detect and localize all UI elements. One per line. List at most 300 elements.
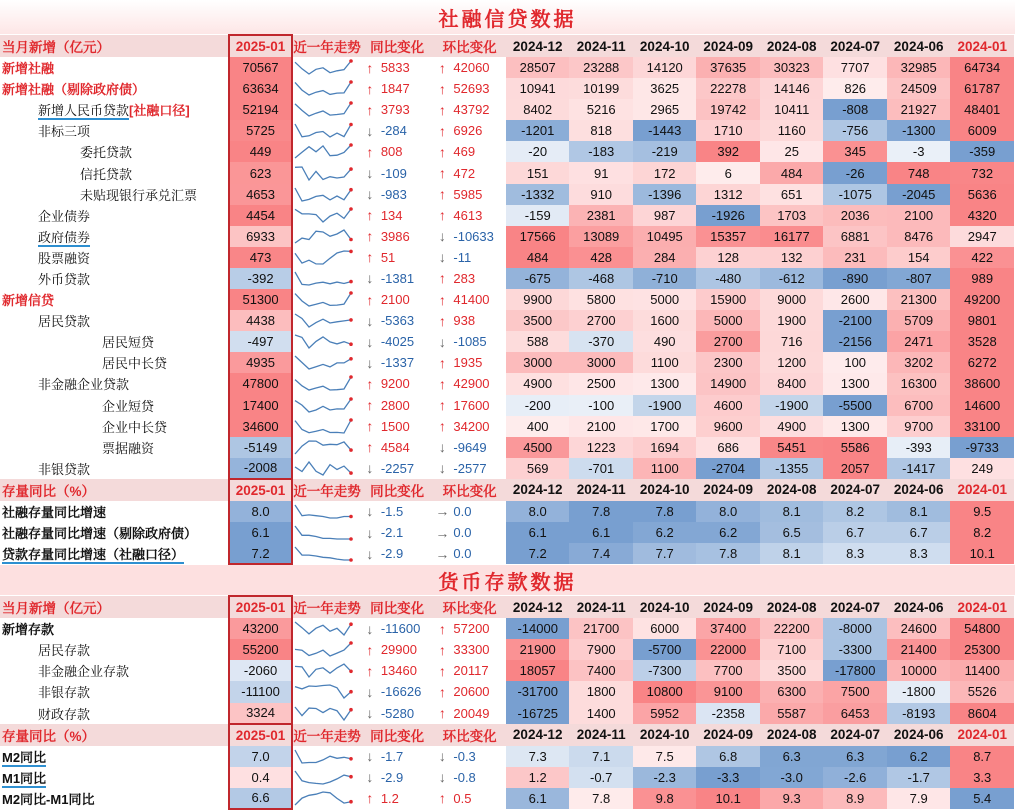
arrow-up-icon: ↑ bbox=[438, 312, 446, 329]
month-value: 1100 bbox=[633, 458, 697, 479]
month-value: 910 bbox=[569, 184, 633, 205]
month-value: 569 bbox=[506, 458, 570, 479]
mom-change bbox=[433, 395, 506, 416]
sparkline-chart bbox=[293, 503, 353, 520]
table-row bbox=[0, 543, 1014, 564]
month-value: 6.5 bbox=[760, 522, 824, 543]
month-value: -3.3 bbox=[696, 767, 760, 788]
row-label-text: 居民中长贷 bbox=[102, 356, 168, 372]
month-value: 8.9 bbox=[823, 788, 887, 809]
row-label bbox=[0, 746, 229, 767]
month-value: 21400 bbox=[887, 639, 951, 660]
month-value: -159 bbox=[506, 205, 570, 226]
month-value: 2381 bbox=[569, 205, 633, 226]
header-month: 2024-07 bbox=[823, 35, 887, 57]
month-value: -1800 bbox=[887, 681, 951, 702]
mom-change-value: -0.8 bbox=[453, 769, 476, 785]
sparkline-chart bbox=[293, 143, 353, 160]
mom-change-value: 41400 bbox=[453, 292, 490, 308]
yoy-change bbox=[361, 788, 434, 809]
current-value: -392 bbox=[229, 268, 293, 289]
sparkline-chart bbox=[293, 748, 353, 765]
current-value: 6.1 bbox=[229, 522, 293, 543]
month-value: -1926 bbox=[696, 205, 760, 226]
table-row bbox=[0, 247, 1014, 268]
yoy-change bbox=[361, 120, 434, 141]
mom-change bbox=[433, 78, 506, 99]
month-value: 7.9 bbox=[887, 788, 951, 809]
yoy-change bbox=[361, 681, 434, 702]
header-label: 当月新增（亿元） bbox=[0, 35, 229, 57]
row-label-text: 非银贷款 bbox=[38, 461, 91, 477]
row-label bbox=[0, 141, 229, 162]
section-title: 货币存款数据 bbox=[0, 565, 1015, 595]
sparkline-last-point bbox=[349, 357, 353, 361]
month-value: -9733 bbox=[950, 437, 1014, 458]
month-value: -1417 bbox=[887, 458, 951, 479]
mom-change bbox=[433, 767, 506, 788]
header-month: 2024-10 bbox=[633, 596, 697, 618]
month-value: 38600 bbox=[950, 373, 1014, 394]
arrow-down-icon: ↓ bbox=[438, 228, 446, 245]
row-label bbox=[0, 458, 229, 479]
arrow-right-icon: → bbox=[435, 524, 450, 541]
sparkline-chart bbox=[293, 641, 353, 658]
month-value: 10411 bbox=[760, 99, 824, 120]
row-label bbox=[0, 226, 229, 247]
month-value: -1900 bbox=[633, 395, 697, 416]
month-value: -612 bbox=[760, 268, 824, 289]
section2-table bbox=[0, 595, 1015, 810]
month-value: 2471 bbox=[887, 331, 951, 352]
month-value: 6.3 bbox=[760, 746, 824, 767]
trend-sparkline bbox=[292, 205, 361, 226]
month-value: 3202 bbox=[887, 352, 951, 373]
trend-sparkline bbox=[292, 681, 361, 702]
yoy-change-value: 5833 bbox=[380, 60, 410, 76]
trend-sparkline bbox=[292, 310, 361, 331]
arrow-up-icon: ↑ bbox=[438, 59, 446, 76]
yoy-change-value: 4584 bbox=[380, 439, 410, 455]
yoy-change-value: -1337 bbox=[380, 355, 415, 371]
month-value: 49200 bbox=[950, 289, 1014, 310]
row-label bbox=[0, 681, 229, 702]
current-value: -11100 bbox=[229, 681, 293, 702]
row-label bbox=[0, 543, 229, 564]
month-value: 32985 bbox=[887, 57, 951, 78]
trend-sparkline bbox=[292, 331, 361, 352]
header-month: 2024-08 bbox=[760, 479, 824, 501]
mom-change-value: 1935 bbox=[453, 355, 483, 371]
mom-change bbox=[433, 458, 506, 479]
month-value: 249 bbox=[950, 458, 1014, 479]
month-value: 132 bbox=[760, 247, 824, 268]
row-label-text: 新增存款 bbox=[2, 622, 55, 638]
yoy-change-value: 13460 bbox=[380, 663, 417, 679]
row-label bbox=[0, 78, 229, 99]
month-value: 25300 bbox=[950, 639, 1014, 660]
month-value: 100 bbox=[823, 352, 887, 373]
mom-change-value: 20117 bbox=[453, 663, 489, 679]
month-value: 1200 bbox=[760, 352, 824, 373]
month-value: -1300 bbox=[887, 120, 951, 141]
mom-change bbox=[433, 501, 506, 522]
month-value: 3.3 bbox=[950, 767, 1014, 788]
table-row bbox=[0, 184, 1014, 205]
month-value: 7707 bbox=[823, 57, 887, 78]
month-value: 6000 bbox=[633, 618, 697, 639]
section1-table bbox=[0, 34, 1015, 565]
mom-change bbox=[433, 162, 506, 183]
trend-sparkline bbox=[292, 352, 361, 373]
month-value: 16177 bbox=[760, 226, 824, 247]
mom-change-value: -9649 bbox=[453, 439, 487, 455]
month-value: 400 bbox=[506, 416, 570, 437]
current-value: 5725 bbox=[229, 120, 293, 141]
month-value: -100 bbox=[569, 395, 633, 416]
arrow-right-icon: → bbox=[435, 545, 450, 562]
arrow-down-icon: ↓ bbox=[366, 503, 374, 520]
mom-change bbox=[433, 681, 506, 702]
arrow-up-icon: ↑ bbox=[438, 270, 446, 287]
current-value: 0.4 bbox=[229, 767, 293, 788]
month-value: 231 bbox=[823, 247, 887, 268]
sparkline-chart bbox=[293, 375, 353, 392]
month-value: -3300 bbox=[823, 639, 887, 660]
sparkline-chart bbox=[293, 545, 353, 562]
month-value: -480 bbox=[696, 268, 760, 289]
month-value: 154 bbox=[887, 247, 951, 268]
month-value: 5586 bbox=[823, 437, 887, 458]
current-value: 63634 bbox=[229, 78, 293, 99]
header-mom: 环比变化 bbox=[433, 479, 506, 501]
arrow-up-icon: ↑ bbox=[438, 80, 446, 97]
header-month: 2024-06 bbox=[887, 724, 951, 746]
yoy-change-value: 3986 bbox=[380, 228, 410, 244]
mom-change-value: -10633 bbox=[453, 228, 494, 244]
mom-change-value: 0.0 bbox=[453, 525, 472, 541]
month-value: -26 bbox=[823, 162, 887, 183]
month-value: 8400 bbox=[760, 373, 824, 394]
month-value: 422 bbox=[950, 247, 1014, 268]
header-current-month: 2025-01 bbox=[229, 596, 293, 618]
mom-change-value: 42060 bbox=[453, 60, 490, 76]
arrow-up-icon: ↑ bbox=[438, 641, 446, 658]
mom-change-value: 33300 bbox=[453, 642, 490, 658]
trend-sparkline bbox=[292, 226, 361, 247]
current-value: 43200 bbox=[229, 618, 293, 639]
arrow-up-icon: ↑ bbox=[366, 249, 374, 266]
header-month: 2024-12 bbox=[506, 724, 570, 746]
row-label-text: M2同比-M1同比 bbox=[2, 791, 95, 807]
arrow-down-icon: ↓ bbox=[366, 620, 374, 637]
trend-sparkline bbox=[292, 522, 361, 543]
month-value: 7.5 bbox=[633, 746, 697, 767]
sparkline-last-point bbox=[349, 558, 353, 562]
month-value: -710 bbox=[633, 268, 697, 289]
yoy-change-value: 2800 bbox=[380, 397, 410, 413]
month-value: 1400 bbox=[569, 703, 633, 724]
month-value: 484 bbox=[506, 247, 570, 268]
month-value: 8476 bbox=[887, 226, 951, 247]
sparkline-last-point bbox=[349, 101, 353, 105]
header-trend: 近一年走势 bbox=[292, 35, 361, 57]
header-month: 2024-07 bbox=[823, 596, 887, 618]
yoy-change bbox=[361, 184, 434, 205]
sparkline-chart bbox=[293, 790, 353, 807]
sparkline-chart bbox=[293, 683, 353, 700]
row-label bbox=[0, 522, 229, 543]
month-value: 9.3 bbox=[760, 788, 824, 809]
month-value: 10.1 bbox=[950, 543, 1014, 564]
arrow-up-icon: ↑ bbox=[366, 641, 374, 658]
current-value: 34600 bbox=[229, 416, 293, 437]
table-row bbox=[0, 767, 1014, 788]
month-value: 30323 bbox=[760, 57, 824, 78]
yoy-change bbox=[361, 141, 434, 162]
month-value: -890 bbox=[823, 268, 887, 289]
month-value: 2036 bbox=[823, 205, 887, 226]
month-value: 24509 bbox=[887, 78, 951, 99]
sparkline-last-point bbox=[349, 59, 353, 63]
month-value: 1600 bbox=[633, 310, 697, 331]
month-value: 5000 bbox=[696, 310, 760, 331]
month-value: 1300 bbox=[633, 373, 697, 394]
sparkline-chart bbox=[293, 439, 353, 456]
month-value: 7400 bbox=[569, 660, 633, 681]
mom-change-value: 42900 bbox=[453, 376, 490, 392]
mom-change-value: 43792 bbox=[453, 102, 490, 118]
sparkline-last-point bbox=[349, 707, 353, 711]
month-value: 826 bbox=[823, 78, 887, 99]
table-row bbox=[0, 660, 1014, 681]
arrow-down-icon: ↓ bbox=[438, 748, 446, 765]
month-value: 24600 bbox=[887, 618, 951, 639]
month-value: -3 bbox=[887, 141, 951, 162]
sparkline-chart bbox=[293, 312, 353, 329]
month-value: 9000 bbox=[760, 289, 824, 310]
arrow-down-icon: ↓ bbox=[366, 769, 374, 786]
row-label-text: 非金融企业贷款 bbox=[38, 377, 130, 393]
sparkline-chart bbox=[293, 397, 353, 414]
table-row bbox=[0, 57, 1014, 78]
arrow-down-icon: ↓ bbox=[438, 439, 446, 456]
arrow-up-icon: ↑ bbox=[366, 59, 374, 76]
table-row bbox=[0, 458, 1014, 479]
current-value: 51300 bbox=[229, 289, 293, 310]
header-month: 2024-07 bbox=[823, 479, 887, 501]
month-value: 732 bbox=[950, 162, 1014, 183]
month-value: -14000 bbox=[506, 618, 570, 639]
current-value: 6.6 bbox=[229, 788, 293, 809]
month-value: -701 bbox=[569, 458, 633, 479]
month-value: 1800 bbox=[569, 681, 633, 702]
current-value: 7.0 bbox=[229, 746, 293, 767]
arrow-down-icon: ↓ bbox=[438, 769, 446, 786]
month-value: 8.2 bbox=[950, 522, 1014, 543]
mom-change bbox=[433, 373, 506, 394]
header-month: 2024-01 bbox=[950, 35, 1014, 57]
sparkline-last-point bbox=[349, 80, 353, 84]
current-value: -2060 bbox=[229, 660, 293, 681]
month-value: -807 bbox=[887, 268, 951, 289]
month-value: 7.4 bbox=[569, 543, 633, 564]
month-value: -219 bbox=[633, 141, 697, 162]
current-value: 55200 bbox=[229, 639, 293, 660]
yoy-change-value: -983 bbox=[380, 186, 407, 202]
current-value: 4454 bbox=[229, 205, 293, 226]
yoy-change bbox=[361, 289, 434, 310]
month-value: 6.2 bbox=[633, 522, 697, 543]
month-value: 6.1 bbox=[506, 788, 570, 809]
mom-change-value: 6926 bbox=[453, 123, 483, 139]
month-value: 9.5 bbox=[950, 501, 1014, 522]
month-value: 2100 bbox=[569, 416, 633, 437]
yoy-change-value: -2.9 bbox=[380, 769, 404, 785]
month-value: -7300 bbox=[633, 660, 697, 681]
header-row bbox=[0, 35, 1014, 57]
header-month: 2024-12 bbox=[506, 596, 570, 618]
row-label bbox=[0, 247, 229, 268]
month-value: 8402 bbox=[506, 99, 570, 120]
arrow-up-icon: ↑ bbox=[366, 790, 374, 807]
row-label bbox=[0, 268, 229, 289]
sparkline-last-point bbox=[349, 670, 353, 674]
month-value: 21927 bbox=[887, 99, 951, 120]
row-label-text: 居民贷款 bbox=[38, 314, 91, 330]
mom-change bbox=[433, 746, 506, 767]
sparkline-last-point bbox=[349, 343, 353, 347]
month-value: -359 bbox=[950, 141, 1014, 162]
month-value: 54800 bbox=[950, 618, 1014, 639]
table-row bbox=[0, 681, 1014, 702]
row-label bbox=[0, 639, 229, 660]
header-mom: 环比变化 bbox=[433, 724, 506, 746]
trend-sparkline bbox=[292, 416, 361, 437]
row-label bbox=[0, 373, 229, 394]
month-value: 8.1 bbox=[760, 501, 824, 522]
row-label-text: 企业债券 bbox=[38, 208, 91, 224]
month-value: 7900 bbox=[569, 639, 633, 660]
yoy-change bbox=[361, 543, 434, 564]
yoy-change-value: -109 bbox=[380, 165, 407, 181]
row-label-text: 非标三项 bbox=[38, 124, 91, 140]
month-value: 284 bbox=[633, 247, 697, 268]
row-label-text: 财政存款 bbox=[38, 706, 91, 722]
month-value: -675 bbox=[506, 268, 570, 289]
row-label-text: 政府债券 bbox=[38, 229, 91, 245]
month-value: 2500 bbox=[569, 373, 633, 394]
header-month: 2024-10 bbox=[633, 479, 697, 501]
sparkline-chart bbox=[293, 662, 353, 679]
header-month: 2024-01 bbox=[950, 596, 1014, 618]
month-value: 818 bbox=[569, 120, 633, 141]
yoy-change bbox=[361, 660, 434, 681]
month-value: -1201 bbox=[506, 120, 570, 141]
month-value: 716 bbox=[760, 331, 824, 352]
month-value: 9600 bbox=[696, 416, 760, 437]
month-value: -16725 bbox=[506, 703, 570, 724]
mom-change-value: 0.5 bbox=[453, 790, 472, 806]
arrow-up-icon: ↑ bbox=[438, 662, 446, 679]
sparkline-last-point bbox=[349, 418, 353, 422]
header-trend: 近一年走势 bbox=[292, 724, 361, 746]
mom-change bbox=[433, 703, 506, 724]
sparkline-last-point bbox=[349, 144, 353, 148]
yoy-change-value: 29900 bbox=[380, 642, 417, 658]
current-value: 449 bbox=[229, 141, 293, 162]
mom-change-value: 4613 bbox=[453, 207, 483, 223]
month-value: 22000 bbox=[696, 639, 760, 660]
month-value: 22278 bbox=[696, 78, 760, 99]
yoy-change-value: -284 bbox=[380, 123, 407, 139]
mom-change bbox=[433, 660, 506, 681]
mom-change bbox=[433, 57, 506, 78]
yoy-change-value: -5363 bbox=[380, 313, 415, 329]
month-value: 21900 bbox=[506, 639, 570, 660]
month-value: 15357 bbox=[696, 226, 760, 247]
header-row bbox=[0, 724, 1014, 746]
sparkline-last-point bbox=[349, 291, 353, 295]
mom-change bbox=[433, 205, 506, 226]
mom-change bbox=[433, 352, 506, 373]
month-value: 151 bbox=[506, 162, 570, 183]
month-value: 7.3 bbox=[506, 746, 570, 767]
table-row bbox=[0, 522, 1014, 543]
row-label-text: 非金融企业存款 bbox=[38, 664, 130, 680]
month-value: 8.3 bbox=[823, 543, 887, 564]
month-value: 9801 bbox=[950, 310, 1014, 331]
mom-change-value: 0.0 bbox=[453, 503, 472, 519]
month-value: 172 bbox=[633, 162, 697, 183]
month-value: 10199 bbox=[569, 78, 633, 99]
table-row bbox=[0, 78, 1014, 99]
sparkline-chart bbox=[293, 165, 353, 182]
arrow-down-icon: ↓ bbox=[366, 122, 374, 139]
arrow-down-icon: ↓ bbox=[438, 249, 446, 266]
header-month: 2024-01 bbox=[950, 479, 1014, 501]
yoy-change bbox=[361, 226, 434, 247]
month-value: 91 bbox=[569, 162, 633, 183]
header-month: 2024-09 bbox=[696, 724, 760, 746]
sparkline-last-point bbox=[349, 757, 353, 761]
current-value: -2008 bbox=[229, 458, 293, 479]
mom-change bbox=[433, 437, 506, 458]
yoy-change bbox=[361, 352, 434, 373]
arrow-up-icon: ↑ bbox=[438, 683, 446, 700]
mom-change bbox=[433, 99, 506, 120]
arrow-up-icon: ↑ bbox=[438, 165, 446, 182]
month-value: 1300 bbox=[823, 373, 887, 394]
month-value: 2100 bbox=[887, 205, 951, 226]
month-value: 1900 bbox=[760, 310, 824, 331]
month-value: -8000 bbox=[823, 618, 887, 639]
yoy-change bbox=[361, 268, 434, 289]
month-value: 16300 bbox=[887, 373, 951, 394]
month-value: 5709 bbox=[887, 310, 951, 331]
month-value: 4900 bbox=[760, 416, 824, 437]
month-value: 37635 bbox=[696, 57, 760, 78]
month-value: -468 bbox=[569, 268, 633, 289]
month-value: 18057 bbox=[506, 660, 570, 681]
month-value: 6.1 bbox=[569, 522, 633, 543]
yoy-change bbox=[361, 703, 434, 724]
month-value: -756 bbox=[823, 120, 887, 141]
yoy-change-value: -4025 bbox=[380, 334, 415, 350]
header-month: 2024-06 bbox=[887, 479, 951, 501]
month-value: 7500 bbox=[823, 681, 887, 702]
month-value: 37400 bbox=[696, 618, 760, 639]
